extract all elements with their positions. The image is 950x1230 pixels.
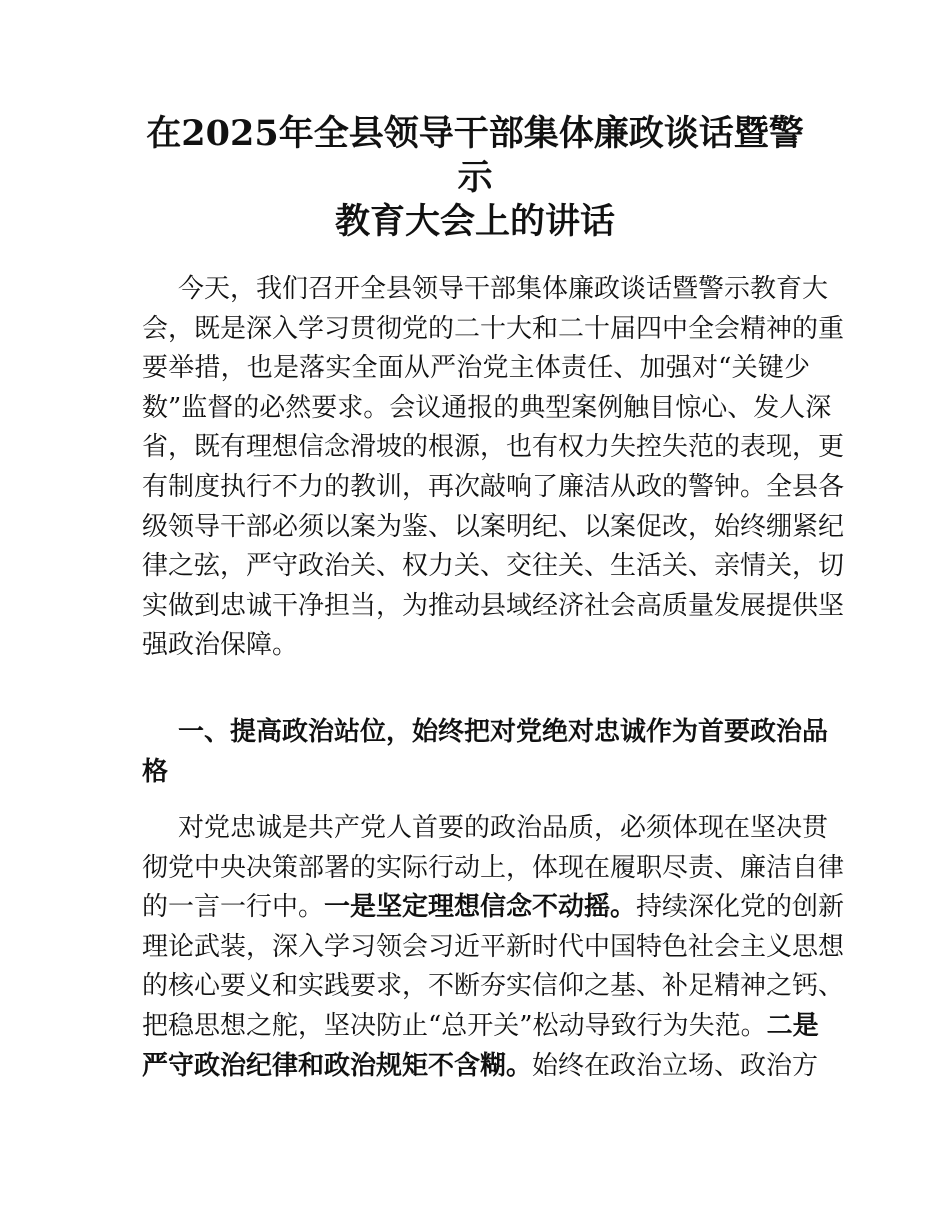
text-span: 把稳思想之舵，坚决防止“总开关”松动导致行为失范。 (142, 1010, 767, 1041)
document-title (130, 112, 820, 244)
text-line: 要举措，也是落实全面从严治党主体责任、加强对“关键少 (142, 353, 810, 384)
text-line: 理论武装，深入学习领会习近平新时代中国特色社会主义思想 (142, 931, 845, 962)
bold-point-1: 一是坚定理想信念不动摇。 (324, 892, 637, 923)
heading-line: 一、提高政治站位，始终把对党绝对忠诚作为首要政治品 (178, 717, 829, 747)
text-line: 今天，我们召开全县领导干部集体廉政谈话暨警示教育大 (178, 274, 829, 304)
text-span: 的一言一行中。 (142, 892, 325, 923)
text-line (142, 888, 845, 928)
title-line: 教育大会上的讲话 (334, 201, 615, 242)
bold-point-2: 严守政治纪律和政治规矩不含糊。 (142, 1050, 533, 1081)
section-1-paragraph (142, 809, 845, 1086)
text-line: 彻党中央决策部署的实际行动上，体现在履职尽责、廉洁自律 (142, 852, 845, 883)
title-line: 在2025年全县领导干部集体廉政谈话暨警示 (146, 113, 804, 198)
text-line: 律之弦，严守政治关、权力关、交往关、生活关、亲情关，切 (142, 551, 845, 582)
text-span: 持续深化党的创新 (636, 892, 845, 923)
heading-line: 格 (142, 756, 169, 787)
text-line: 会，既是深入学习贯彻党的二十大和二十届四中全会精神的重 (142, 313, 845, 344)
text-span: 始终在政治立场、政治方 (532, 1050, 819, 1081)
text-line: 省，既有理想信念滑坡的根源，也有权力失控失范的表现，更 (142, 432, 845, 463)
text-line: 强政治保障。 (142, 630, 299, 661)
intro-paragraph (142, 270, 845, 666)
text-line: 对党忠诚是共产党人首要的政治品质，必须体现在坚决贯 (178, 813, 829, 843)
text-line (142, 1047, 819, 1087)
text-line: 级领导干部必须以案为鉴、以案明纪、以案促改，始终绷紧纪 (142, 511, 845, 542)
section-heading-1 (142, 713, 829, 792)
bold-point-2-start: 二是 (766, 1010, 819, 1041)
text-line: 数”监督的必然要求。会议通报的典型案例触目惊心、发人深 (142, 392, 832, 423)
text-line: 的核心要义和实践要求，不断夯实信仰之基、补足精神之钙、 (142, 971, 845, 1002)
text-line (142, 1007, 819, 1047)
text-line: 实做到忠诚干净担当，为推动县域经济社会高质量发展提供坚 (142, 590, 845, 621)
text-line: 有制度执行不力的教训，再次敲响了廉洁从政的警钟。全县各 (142, 471, 845, 502)
